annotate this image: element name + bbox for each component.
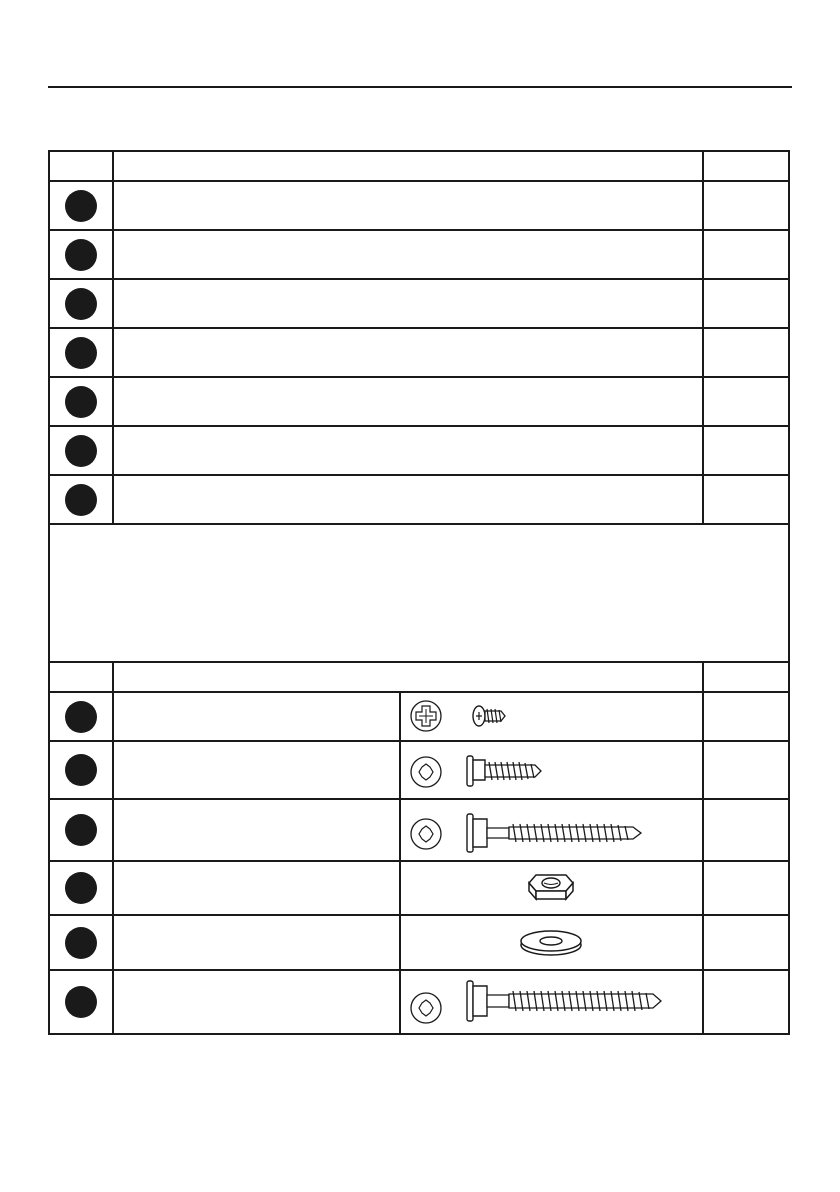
parts-row <box>50 427 788 476</box>
parts-row <box>50 378 788 427</box>
hardware-row <box>50 971 788 1033</box>
part-id-badge <box>65 239 97 271</box>
hardware-quantity <box>704 971 788 1033</box>
hardware-row <box>50 742 788 800</box>
hardware-id-badge <box>65 701 97 733</box>
parts-row <box>50 182 788 231</box>
part-description <box>114 476 704 523</box>
hardware-name <box>114 862 401 914</box>
part-description <box>114 280 704 327</box>
hardware-quantity <box>704 916 788 969</box>
part-description <box>114 378 704 425</box>
parts-header-quantity <box>704 152 788 180</box>
hardware-quantity <box>704 742 788 798</box>
part-quantity <box>704 182 788 229</box>
parts-table <box>48 150 790 1035</box>
hardware-row <box>50 916 788 971</box>
part-quantity <box>704 476 788 523</box>
part-quantity <box>704 378 788 425</box>
hardware-header-quantity <box>704 663 788 691</box>
torx-medium-screw-icon <box>401 800 706 860</box>
part-quantity <box>704 427 788 474</box>
part-id-badge <box>65 386 97 418</box>
hardware-header-id <box>50 663 114 691</box>
hardware-quantity <box>704 693 788 740</box>
hardware-id-badge <box>65 872 97 904</box>
hardware-row <box>50 693 788 742</box>
hardware-row <box>50 862 788 916</box>
parts-header-row <box>50 152 788 182</box>
parts-row <box>50 329 788 378</box>
hardware-header-row <box>50 663 788 693</box>
part-description <box>114 182 704 229</box>
parts-header-description <box>114 152 704 180</box>
hardware-id-badge <box>65 986 97 1018</box>
hardware-id-badge <box>65 754 97 786</box>
part-id-badge <box>65 190 97 222</box>
flat-washer-icon <box>401 916 706 969</box>
part-description <box>114 231 704 278</box>
hardware-name <box>114 800 401 860</box>
parts-header-id <box>50 152 114 180</box>
part-id-badge <box>65 484 97 516</box>
parts-row <box>50 280 788 329</box>
part-quantity <box>704 231 788 278</box>
hardware-name <box>114 742 401 798</box>
hex-nut-icon <box>401 862 706 914</box>
part-quantity <box>704 329 788 376</box>
part-id-badge <box>65 435 97 467</box>
part-quantity <box>704 280 788 327</box>
part-id-badge <box>65 288 97 320</box>
part-description <box>114 427 704 474</box>
hardware-name <box>114 916 401 969</box>
hardware-name <box>114 971 401 1033</box>
hardware-quantity <box>704 862 788 914</box>
parts-row <box>50 231 788 280</box>
phillips-small-screw-icon <box>401 693 706 740</box>
parts-row <box>50 476 788 525</box>
hardware-row <box>50 800 788 862</box>
part-description <box>114 329 704 376</box>
hardware-id-badge <box>65 927 97 959</box>
header-rule <box>48 86 792 88</box>
torx-long-screw-icon <box>401 971 706 1033</box>
part-id-badge <box>65 337 97 369</box>
hardware-name <box>114 693 401 740</box>
torx-short-screw-icon <box>401 742 706 798</box>
hardware-quantity <box>704 800 788 860</box>
hardware-id-badge <box>65 814 97 846</box>
hardware-header-description <box>114 663 704 691</box>
section-divider-band <box>50 525 788 663</box>
